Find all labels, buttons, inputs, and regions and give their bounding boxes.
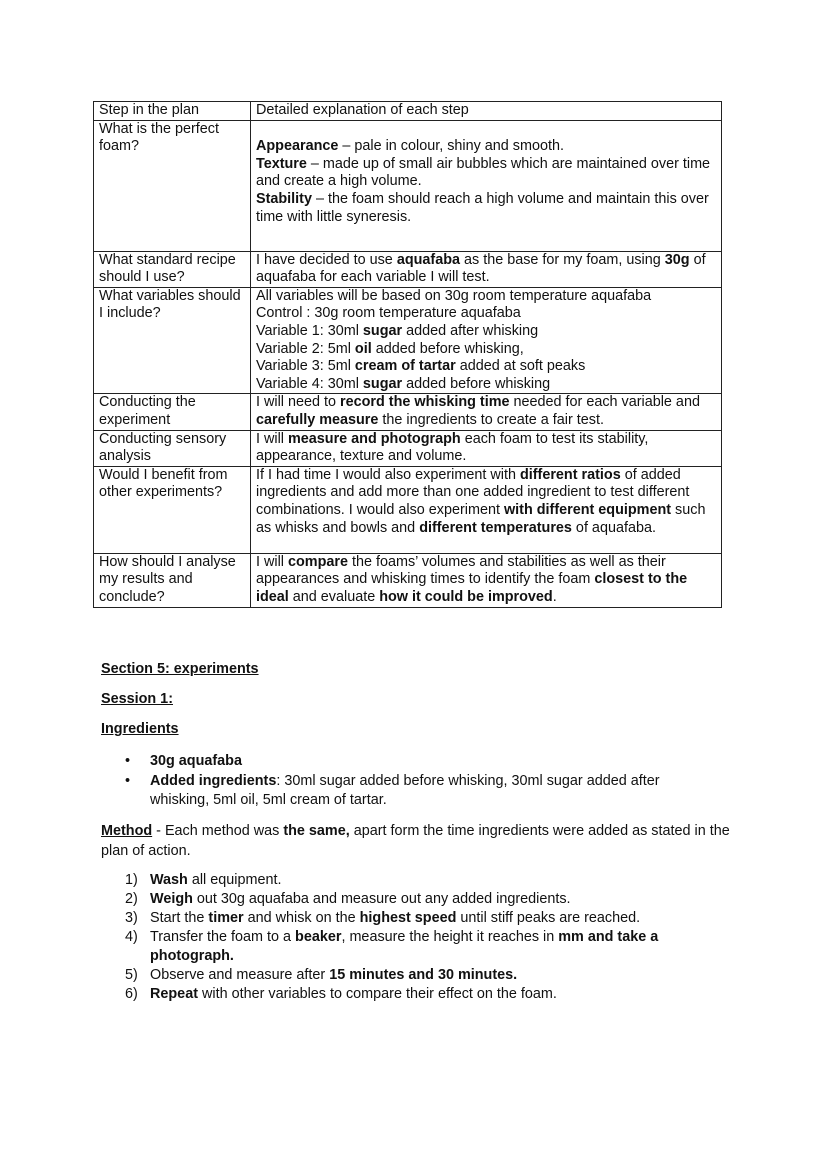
texture-text: – made up of small air bubbles which are maintained over time and create a high volume.: [256, 155, 711, 190]
list-item: 4) Transfer the foam to a beaker, measure the height it reaches in mm and take a photograph.: [125, 929, 659, 964]
step-cell: What is the perfect foam?: [94, 120, 251, 251]
list-item: 2) Weigh out 30g aquafaba and measure out any added ingredients.: [125, 891, 571, 907]
explanation-cell: [251, 120, 722, 251]
table-row: [94, 394, 722, 430]
list-item: 1) Wash all equipment.: [125, 872, 282, 888]
method-steps: [101, 871, 711, 1004]
step-cell: What standard recipe should I use?: [94, 251, 251, 287]
ingredients-list: [101, 752, 721, 811]
ingredients-heading: Ingredients: [101, 721, 179, 737]
variable-2: Variable 2: 5ml oil added before whisking,: [256, 340, 524, 357]
texture-label: Texture: [256, 155, 307, 172]
table-row: [94, 287, 722, 394]
step-cell: How should I analyse my results and conclude?: [94, 553, 251, 607]
table-row: [94, 553, 722, 607]
table-row: [94, 466, 722, 553]
step-cell: Would I benefit from other experiments?: [94, 466, 251, 553]
variables-intro: All variables will be based on 30g room temperature aquafaba: [256, 287, 652, 304]
table-row: [94, 251, 722, 287]
section-heading: Section 5: experiments: [101, 661, 259, 677]
appearance-text: – pale in colour, shiny and smooth.: [338, 138, 564, 155]
stability-label: Stability: [256, 190, 312, 207]
method-label: Method: [101, 823, 153, 839]
table-row: [94, 120, 722, 251]
step-cell: What variables should I include?: [94, 287, 251, 394]
list-item: 3) Start the timer and whisk on the highest speed until stiff peaks are reached.: [125, 910, 641, 926]
explanation-cell: [251, 287, 722, 394]
variable-3: Variable 3: 5ml cream of tartar added at soft peaks: [256, 358, 586, 375]
table-row: [94, 430, 722, 466]
session-heading: Session 1:: [101, 691, 173, 707]
bullet-icon: •: [125, 772, 131, 789]
list-item: • Added ingredients: 30ml sugar added before whisking, 30ml sugar added after whisking, 5ml oil, 5ml cream of tartar.: [125, 772, 660, 808]
control-line: Control : 30g room temperature aquafaba: [256, 305, 521, 322]
step-cell: Conducting sensory analysis: [94, 430, 251, 466]
list-item: 6) Repeat with other variables to compare their effect on the foam.: [125, 986, 557, 1002]
variable-4: Variable 4: 30ml sugar added before whisking: [256, 375, 551, 392]
bullet-icon: •: [125, 753, 131, 769]
list-item: 5) Observe and measure after 15 minutes and 30 minutes.: [125, 967, 518, 983]
explanation-cell: I will compare the foams’ volumes and stabilities as well as their appearances and whisking times to identify the foam closest to the ideal and evaluate how it could be improved.: [251, 553, 722, 607]
explanation-cell: If I had time I would also experiment with different ratios of added ingredients and add more than one added ingredient to test different combinations. I would also experiment with different equipment such as whisks and bowls and different temperatures of aquafaba.: [251, 466, 722, 553]
explanation-cell: I have decided to use aquafaba as the base for my foam, using 30g of aquafaba for each variable I will test.: [251, 251, 722, 287]
appearance-label: Appearance: [256, 138, 339, 155]
step-cell: Conducting the experiment: [94, 394, 251, 430]
explanation-cell: I will need to record the whisking time needed for each variable and carefully measure the ingredients to create a fair test.: [251, 394, 722, 430]
header-step: Step in the plan: [94, 102, 251, 121]
plan-table: [93, 101, 722, 608]
explanation-cell: I will measure and photograph each foam to test its stability, appearance, texture and volume.: [251, 430, 722, 466]
list-item: • 30g aquafaba: [101, 752, 721, 772]
header-explanation: Detailed explanation of each step: [251, 102, 722, 121]
method-paragraph: Method - Each method was the same, apart form the time ingredients were added as stated in the plan of action.: [101, 823, 730, 859]
stability-text: – the foam should reach a high volume and maintain this over time with little syneresis.: [256, 190, 709, 225]
variable-1: Variable 1: 30ml sugar added after whisking: [256, 322, 539, 339]
table-header-row: [94, 102, 722, 121]
